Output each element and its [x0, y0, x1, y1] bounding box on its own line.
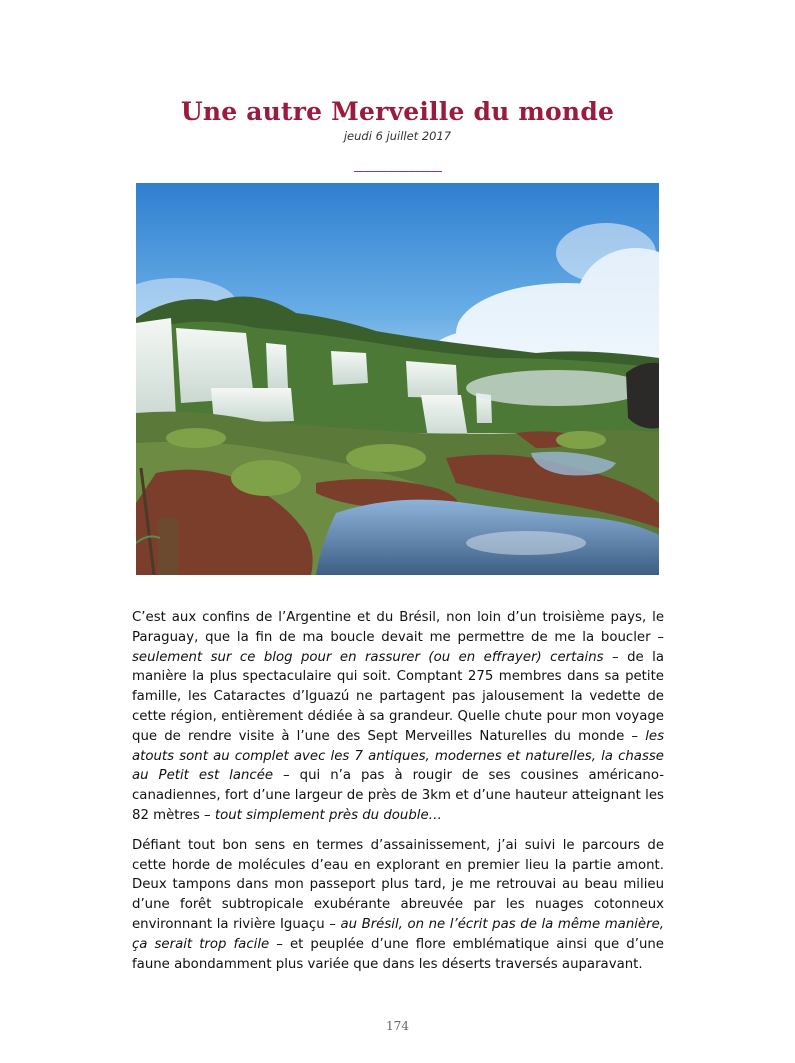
- italic-aside: tout simplement près du double…: [214, 807, 442, 823]
- paragraph-1: [132, 608, 664, 826]
- title-separator: ————————: [353, 164, 442, 178]
- text-segment: – qui n’a pas à rougir de ses cousines américano-canadiennes, fort d’une largeur de près de 3km et d’une hauteur atteignant les 82 mètres –: [132, 768, 664, 823]
- page-number: 174: [386, 1019, 409, 1033]
- text-segment: C’est aux confins de l’Argentine et du Brésil, non loin d’un troisième pays, le Paraguay, que la fin de ma boucle devait me permettre de me la boucler –: [132, 610, 664, 645]
- text-segment: – et peuplée d’une flore emblématique ainsi que d’une faune abondamment plus variée que dans les déserts traversés auparavant.: [132, 936, 664, 972]
- waterfall-landscape-photo: [136, 183, 659, 575]
- post-date: jeudi 6 juillet 2017: [343, 129, 452, 143]
- text-segment: Défiant tout bon sens en termes d’assainissement, j’ai suivi le parcours de cette horde de molécules d’eau en explorant en premier lieu la partie amont. Deux tampons dans mon passeport plus tard, je me retrouvai au beau milieu d’une forêt subtropicale exubérante abreuvée par les nuages cotonneux environnant la rivière Iguaçu –: [132, 837, 664, 932]
- article-body: [132, 608, 664, 984]
- italic-aside: seulement sur ce blog pour en rassurer (ou en effrayer) certains: [132, 649, 604, 665]
- italic-aside: au Brésil, on ne l’écrit pas de la même manière, ça serait trop facile: [132, 916, 664, 952]
- right-rock: [626, 363, 659, 429]
- railing-post: [158, 518, 178, 575]
- italic-aside: les atouts sont au complet avec les 7 antiques, modernes et naturelles, la chasse au Petit est lancée: [132, 728, 664, 784]
- text-segment: – de la manière la plus spectaculaire qui soit. Comptant 275 membres dans sa petite famille, les Cataractes d’Iguazú ne partagent pas jalousement la vedette de cette région, entièrement dédiée à sa grandeur. Quelle chute pour mon voyage que de rendre visite à l’une des Sept Merveilles Naturelles du monde –: [132, 649, 665, 744]
- page-title: Une autre Merveille du monde: [180, 97, 615, 126]
- paragraph-2: [132, 836, 664, 975]
